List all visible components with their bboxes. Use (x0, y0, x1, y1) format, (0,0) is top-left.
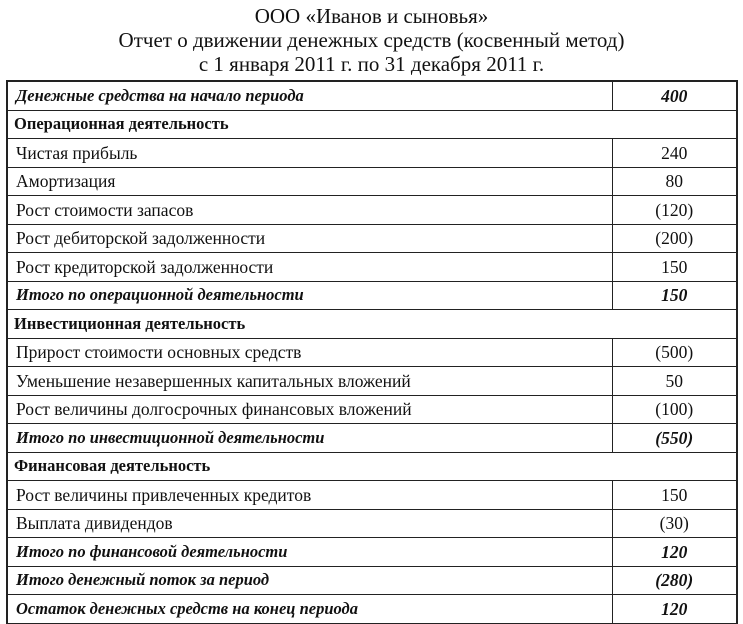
row-value: (500) (612, 338, 737, 367)
row-value: 120 (612, 595, 737, 624)
row-label: Прирост стоимости основных средств (7, 338, 612, 367)
row-value: 50 (612, 367, 737, 396)
row-value: 150 (612, 253, 737, 282)
row-value: (120) (612, 196, 737, 225)
row-value: 150 (612, 281, 737, 310)
section-financing (7, 452, 737, 481)
closing-balance-row (7, 595, 737, 624)
company-name: ООО «Иванов и сыновья» (254, 4, 489, 28)
row-value: 150 (612, 481, 737, 510)
row-value: 240 (612, 139, 737, 168)
row-value: (550) (612, 424, 737, 453)
row-label: Итого по операционной деятельности (7, 281, 612, 310)
opening-balance-row (7, 81, 737, 110)
row-label: Итого по инвестиционной деятельности (7, 424, 612, 453)
row-label: Рост величины привлеченных кредитов (7, 481, 612, 510)
row-label: Остаток денежных средств на конец периода (7, 595, 612, 624)
table-row (7, 253, 737, 282)
row-label: Выплата дивидендов (7, 509, 612, 538)
row-value: (280) (612, 566, 737, 595)
section-title: Финансовая деятельность (7, 452, 737, 481)
row-label: Рост дебиторской задолженности (7, 224, 612, 253)
net-flow-row (7, 566, 737, 595)
row-value: (200) (612, 224, 737, 253)
report-period: с 1 января 2011 г. по 31 декабря 2011 г. (198, 52, 545, 76)
table-row (7, 367, 737, 396)
row-value: (30) (612, 509, 737, 538)
section-investing (7, 310, 737, 339)
cash-flow-table (6, 80, 738, 624)
financing-total-row (7, 538, 737, 567)
section-operating (7, 110, 737, 139)
section-title: Инвестиционная деятельность (7, 310, 737, 339)
investing-total-row (7, 424, 737, 453)
row-label: Денежные средства на начало периода (7, 81, 612, 110)
operating-total-row (7, 281, 737, 310)
row-value: 400 (612, 81, 737, 110)
table-row (7, 509, 737, 538)
table-row (7, 481, 737, 510)
report-header (0, 4, 743, 76)
table-row (7, 139, 737, 168)
row-label: Уменьшение незавершенных капитальных вложений (7, 367, 612, 396)
report-title: Отчет о движении денежных средств (косвенный метод) (118, 28, 625, 52)
row-value: (100) (612, 395, 737, 424)
table-row (7, 224, 737, 253)
row-label: Чистая прибыль (7, 139, 612, 168)
row-label: Рост величины долгосрочных финансовых вложений (7, 395, 612, 424)
row-label: Итого по финансовой деятельности (7, 538, 612, 567)
table-row (7, 395, 737, 424)
row-value: 120 (612, 538, 737, 567)
table-row (7, 196, 737, 225)
table-row (7, 167, 737, 196)
row-label: Итого денежный поток за период (7, 566, 612, 595)
row-label: Амортизация (7, 167, 612, 196)
section-title: Операционная деятельность (7, 110, 737, 139)
table-row (7, 338, 737, 367)
row-value: 80 (612, 167, 737, 196)
row-label: Рост кредиторской задолженности (7, 253, 612, 282)
row-label: Рост стоимости запасов (7, 196, 612, 225)
